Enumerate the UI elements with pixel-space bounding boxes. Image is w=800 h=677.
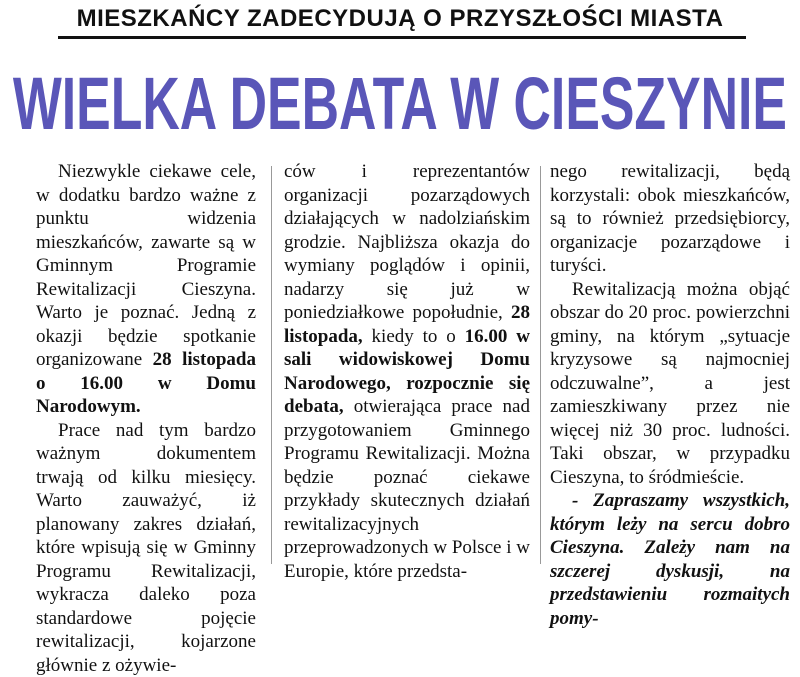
column-1-paragraph-1 [36,160,256,419]
column-3-paragraph-1: nego rewitalizacji, będą korzystali: obok mieszkańców, są to również przedsiębiorcy, organizacje pozarządowe i turyści. [550,160,790,278]
event-date-highlight: 28 listopada o 16.00 w Domu Narodowym. [36,349,256,417]
debate-venue-highlight: 16.00 w sali widowiskowej Domu Narodowego, rozpocznie się debata, [284,326,530,418]
column-2-text-c: otwierająca prace nad przygotowaniem Gminnego Programu Rewitalizacji. Można będzie poznać ciekawe przykłady skutecznych działań rewitalizacyjnych przeprowadzonych w Polsce i w Europie, które przedsta- [284,396,530,582]
column-3-paragraph-2: Rewitalizacją można objąć obszar do 20 proc. powierzchni gminy, na którym „sytuacje kryzysowe są najmocniej odczuwalne”, a jest zamieszkiwany przez nie więcej niż 30 proc. ludności. Taki obszar, w przypadku Cieszyna, to śródmieście. [550,278,790,490]
kicker-header [0,0,800,44]
column-3-quote: - Zapraszamy wszystkich, którym leży na sercu dobro Cieszyna. Zależy nam na szczerej dyskusji, na przedstawieniu rozmaitych pomy- [550,489,790,630]
column-2-text-b: kiedy to o [363,326,465,347]
article-column-3 [550,160,790,564]
article-column-1 [36,160,256,564]
headline-text: WIELKA DEBATA W CIESZYNIE [13,59,787,149]
article-column-2 [284,160,530,564]
column-divider-1 [271,166,272,564]
kicker-text: MIESZKAŃCY ZADECYDUJĄ O PRZYSZŁOŚCI MIASTA [0,5,800,33]
headline [0,54,800,154]
column-divider-2 [540,166,541,564]
debate-date-highlight: 28 listopada, [284,302,530,347]
column-1-paragraph-1-text: Niezwykle ciekawe cele, w dodatku bardzo ważne z punktu widzenia mieszkańców, zawarte są w Gminnym Programie Rewitalizacji Cieszyna. Warto je poznać. Jedną z okazji będzie spotkanie organizowane [36,161,256,370]
column-2-text-a: ców i reprezentantów organizacji pozarządowych działających w nadolziańskim grodzie. Najbliższa okazja do wymiany poglądów i opinii, nadarzy się już w poniedziałkowe popołudnie, [284,161,530,323]
kicker-underline [58,36,746,39]
column-2-paragraph-1 [284,160,530,583]
column-1-paragraph-2: Prace nad tym bardzo ważnym dokumentem trwają od kilku miesięcy. Warto zauważyć, iż planowany zakres działań, które wpisują się w Gminny Programu Rewitalizacji, wykracza daleko poza standardowe pojęcie rewitalizacji, kojarzone głównie z ożywie- [36,419,256,677]
